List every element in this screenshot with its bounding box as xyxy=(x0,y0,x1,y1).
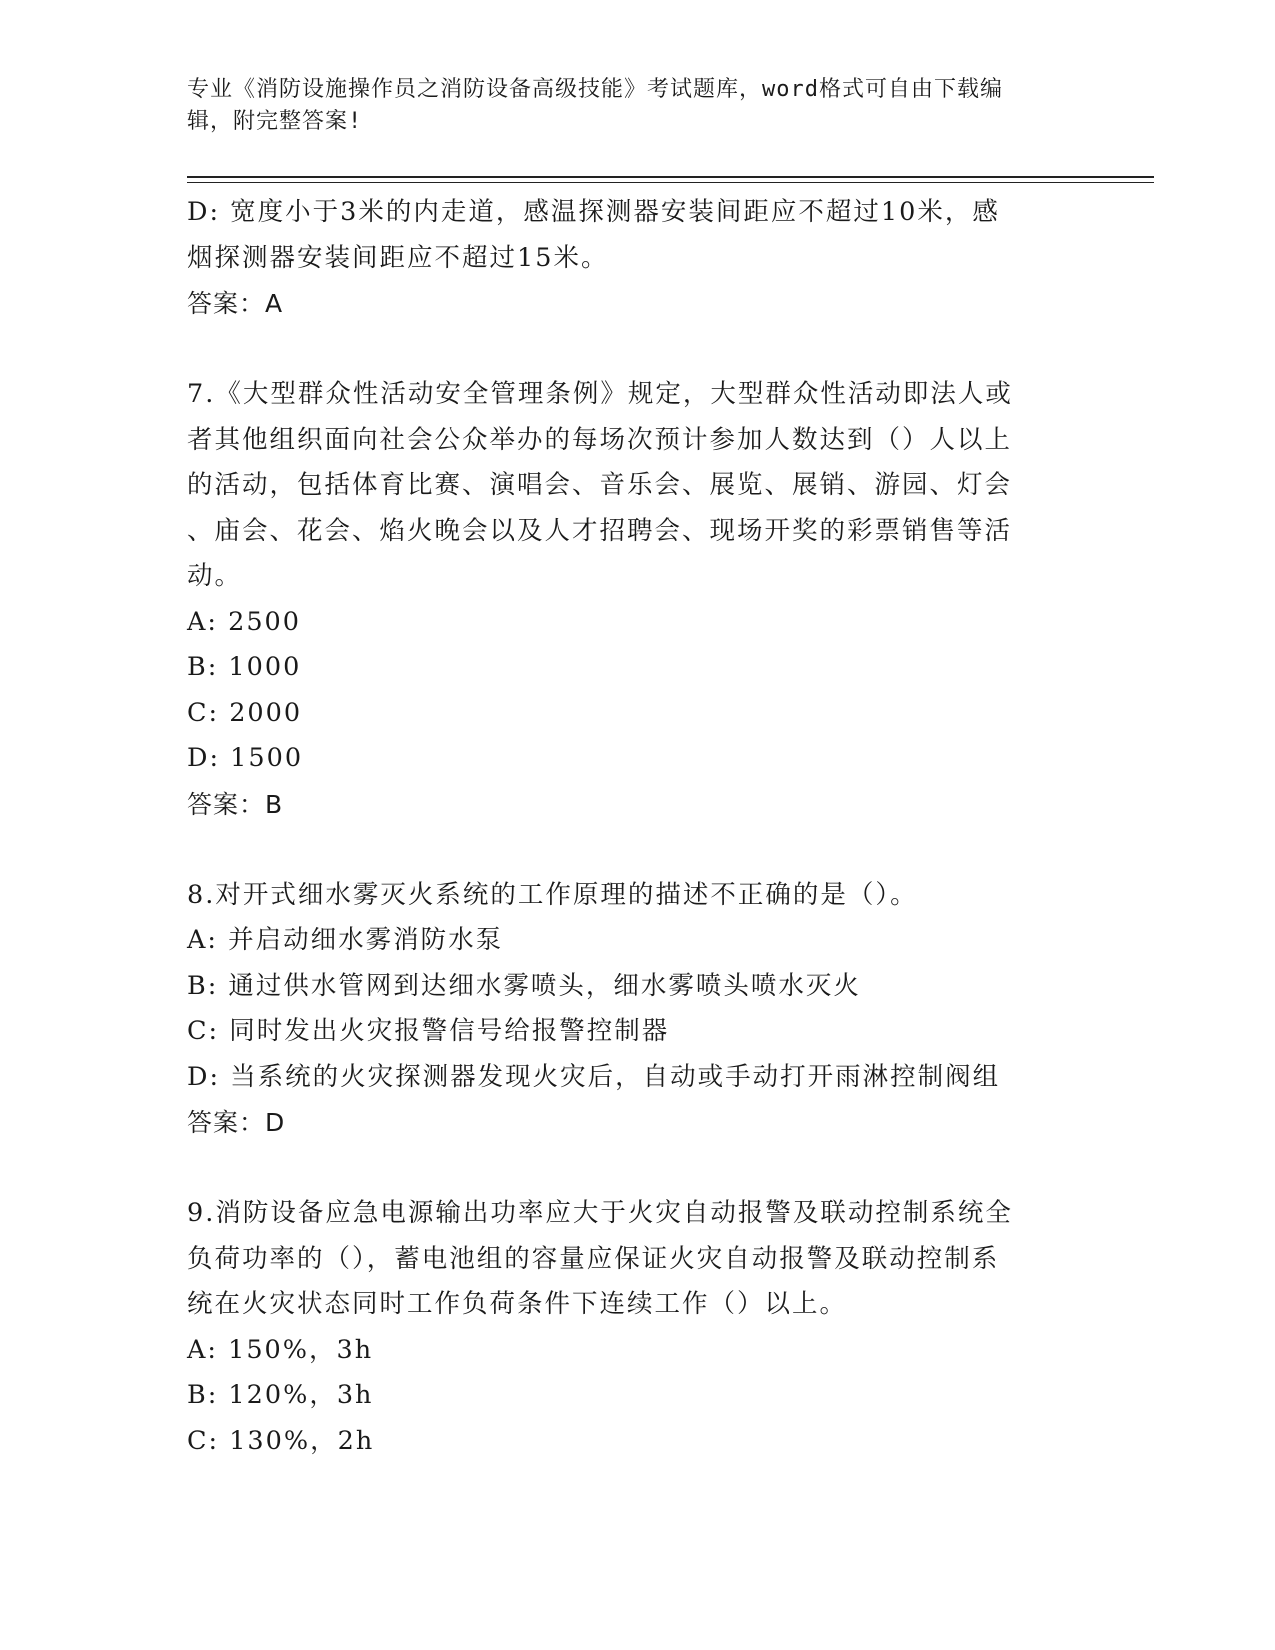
option-b: B: 120%，3h xyxy=(187,1380,374,1410)
question-8 xyxy=(187,873,1087,1146)
option-a: A: 并启动细水雾消防水泵 xyxy=(187,925,504,955)
question-stem-line: 的活动，包括体育比赛、演唱会、音乐会、展览、展销、游园、灯会 xyxy=(187,470,1013,500)
question-stem-line: 者其他组织面向社会公众举办的每场次预计参加人数达到（）人以上 xyxy=(187,424,1013,455)
option-c: C: 130%，2h xyxy=(187,1425,375,1456)
option-d: D: 当系统的火灾探测器发现火灾后，自动或手动打开雨淋控制阀组 xyxy=(187,1061,1001,1092)
question-9 xyxy=(187,1191,1087,1464)
option-c: C: 同时发出火灾报警信号给报警控制器 xyxy=(187,1016,670,1046)
header-divider-thin xyxy=(187,182,1154,183)
spacer xyxy=(187,827,1087,873)
option-a: A: 2500 xyxy=(187,606,302,637)
previous-question-tail xyxy=(187,190,1087,327)
question-stem-line: 动。 xyxy=(187,561,243,591)
question-7 xyxy=(187,372,1087,827)
question-stem-line: 7.《大型群众性活动安全管理条例》规定，大型群众性活动即法人或 xyxy=(187,379,1013,409)
option-b: B: 1000 xyxy=(187,652,302,682)
spacer xyxy=(187,1146,1087,1192)
answer-line: 答案：A xyxy=(187,289,284,318)
question-stem-line: 统在火灾状态同时工作负荷条件下连续工作（）以上。 xyxy=(187,1289,848,1319)
answer-line: 答案：D xyxy=(187,1108,286,1137)
option-b: B: 通过供水管网到达细水雾喷头，细水雾喷头喷水灭火 xyxy=(187,970,861,1001)
question-stem-line: 负荷功率的（），蓄电池组的容量应保证火灾自动报警及联动控制系 xyxy=(187,1243,1000,1274)
header-line-1: 专业《消防设施操作员之消防设备高级技能》考试题库，word格式可自由下载编 xyxy=(187,77,1003,102)
question-stem-line: 9.消防设备应急电源输出功率应大于火灾自动报警及联动控制系统全 xyxy=(187,1198,1013,1228)
option-d-line-2: 烟探测器安装间距应不超过15米。 xyxy=(187,242,609,273)
option-a: A: 150%，3h xyxy=(187,1334,374,1365)
document-body xyxy=(187,190,1087,1464)
answer-line: 答案：B xyxy=(187,789,284,819)
page-header xyxy=(187,74,1067,138)
header-divider-thick xyxy=(187,176,1154,178)
option-d-line-1: D: 宽度小于3米的内走道，感温探测器安装间距应不超过10米，感 xyxy=(187,197,1000,227)
header-line-2: 辑，附完整答案! xyxy=(187,109,363,134)
option-d: D: 1500 xyxy=(187,743,304,773)
question-stem-line: 8.对开式细水雾灭火系统的工作原理的描述不正确的是（）。 xyxy=(187,879,918,910)
option-c: C: 2000 xyxy=(187,697,303,728)
spacer xyxy=(187,327,1087,373)
question-stem-line: 、庙会、花会、焰火晚会以及人才招聘会、现场开奖的彩票销售等活 xyxy=(187,515,1013,546)
